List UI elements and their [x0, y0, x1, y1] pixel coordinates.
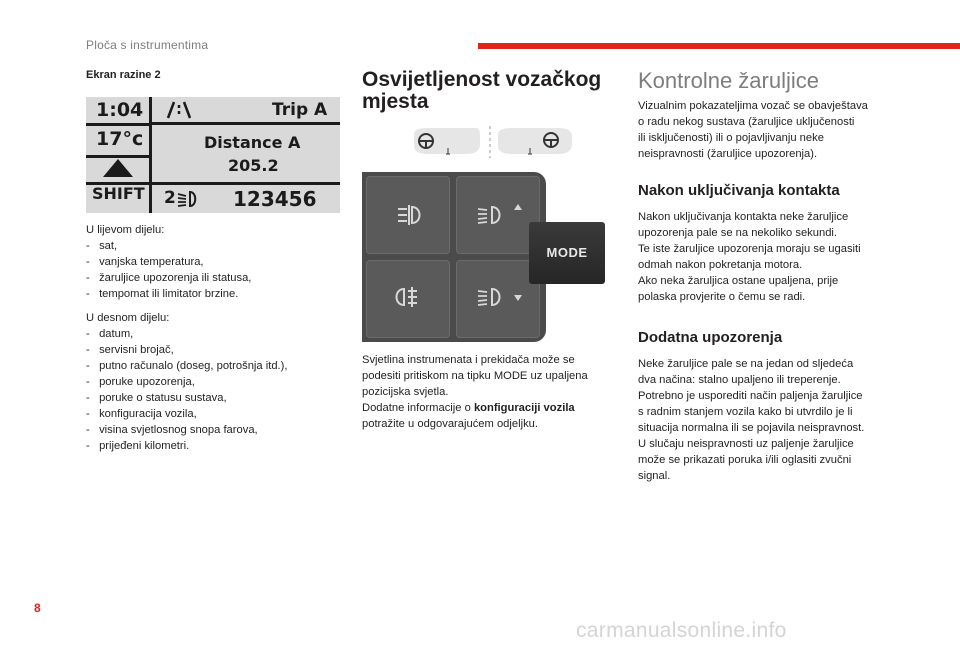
screen-beam-level: 2	[164, 188, 176, 208]
headlamp-up-icon	[456, 176, 540, 254]
right-part-list: U desnom dijelu: - datum, - servisni brojač, - putno računalo (doseg, potrošnja itd.), - poruke upozorenja, - poruke o statusu sustava, - konfiguracija vozila, - visina svjetlosnog snopa farova, - prijeđeni kilometri.	[86, 312, 288, 452]
shift-arrow-icon	[102, 158, 134, 178]
list-item: žaruljice upozorenja ili statusa,	[99, 272, 252, 284]
right-part-intro: U desnom dijelu:	[86, 312, 170, 324]
section-ignition-title: Nakon uključivanja kontakta	[638, 182, 840, 199]
list-item: sat,	[99, 240, 118, 252]
level2-screen-heading: Ekran razine 2	[86, 69, 161, 81]
screen-temperature: 17°c	[96, 128, 144, 150]
road-lines-icon	[166, 100, 192, 120]
left-part-list: U lijevom dijelu: - sat, - vanjska temperatura, - žaruljice upozorenja ili statusa, - tempomat ili limitator brzine.	[86, 224, 252, 300]
front-fog-button	[366, 176, 450, 254]
screen-trip: Trip A	[272, 100, 328, 120]
list-item: visina svjetlosnog snopa farova,	[99, 424, 258, 436]
headlamp-down-icon	[456, 260, 540, 338]
section-extra-warnings-title: Dodatna upozorenja	[638, 329, 783, 346]
rear-fog-button	[366, 260, 450, 338]
instrument-screen-illustration	[86, 97, 340, 213]
list-item: konfiguracija vozila,	[99, 408, 197, 420]
list-item: poruke upozorenja,	[99, 376, 195, 388]
screen-clock: 1:04	[96, 99, 144, 121]
section-ignition-text: Nakon uključivanja kontakta neke žaruljice upozorenja pale se na nekoliko sekundi. Te iste žaruljice upozorenja moraju se ugasiti odmah nakon pokretanja motora. Ako neka žaruljica ostane upaljena, prije polaska provjerite o čemu se radi.	[638, 211, 861, 303]
front-fog-icon	[366, 176, 450, 254]
rear-fog-icon	[366, 260, 450, 338]
list-item: putno računalo (doseg, potrošnja itd.),	[99, 360, 288, 372]
headlamp-level-down-button	[456, 260, 540, 338]
page-header-title: Ploča s instrumentima	[86, 38, 209, 52]
lighting-switch-panel	[362, 172, 546, 342]
list-item: poruke o statusu sustava,	[99, 392, 227, 404]
mode-button: MODE	[529, 222, 605, 284]
vehicle-config-reference: konfiguraciji vozila	[473, 402, 575, 414]
list-item: prijeđeni kilometri.	[99, 440, 190, 452]
section-extra-warnings-text: Neke žaruljice pale se na jedan od sljedeća dva načina: stalno upaljeno ili treperenje. Potrebno je usporediti način paljenja žaruljice s radnim stanjem vozila kako bi utvrdilo je li situacija normalna ili se pojavila neispravnost. U slučaju neispravnosti uz paljenje žaruljice može se prikazati poruka i/ili oglasiti zvučni signal.	[638, 358, 865, 482]
screen-distance-label: Distance A	[204, 133, 301, 152]
page-number: 8	[34, 601, 41, 615]
cabin-lighting-title: Osvijetljenost vozačkog mjesta	[362, 68, 602, 113]
left-part-intro: U lijevom dijelu:	[86, 224, 165, 236]
steering-position-illustration	[408, 122, 608, 162]
list-item: datum,	[99, 328, 134, 340]
header-accent-bar	[478, 43, 960, 49]
cabin-lighting-paragraph: Svjetlina instrumenata i prekidača može se podesiti pritiskom na tipku MODE uz upaljena pozicijska svjetla. Dodatne informacije o konfiguraciji vozila potražite u odgovarajućem odjeljku.	[362, 354, 588, 430]
watermark: carmanualsonline.info	[576, 619, 787, 642]
warning-lamps-title: Kontrolne žaruljice	[638, 68, 819, 93]
screen-distance-value: 205.2	[228, 156, 279, 175]
screen-shift-label: SHIFT	[92, 184, 145, 203]
headlamp-level-icon	[176, 189, 200, 209]
list-item: tempomat ili limitator brzine.	[99, 288, 239, 300]
list-item: servisni brojač,	[99, 344, 174, 356]
warning-lamps-intro: Vizualnim pokazateljima vozač se obavještava o radu nekog sustava (žaruljice uključenosti ili isključenosti) ili o pojavljivanju neke neispravnosti (žaruljice upozorenja).	[638, 100, 868, 160]
screen-odometer: 123456	[233, 187, 317, 211]
list-item: vanjska temperatura,	[99, 256, 204, 268]
headlamp-level-up-button	[456, 176, 540, 254]
